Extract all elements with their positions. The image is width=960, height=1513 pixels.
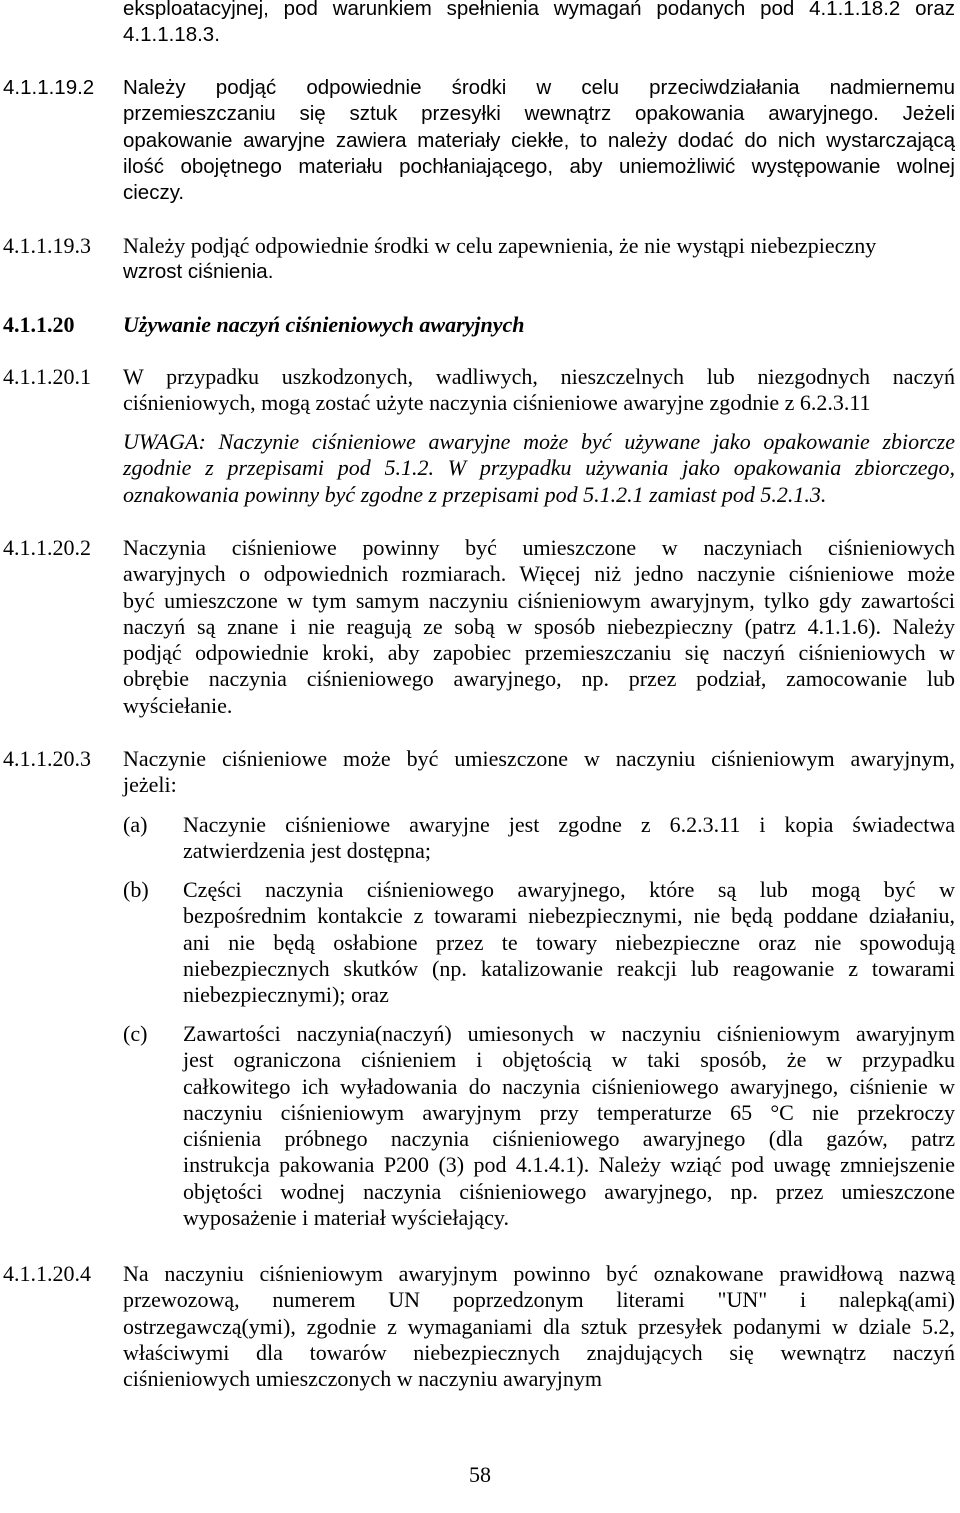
text-line: wyściełanie. bbox=[123, 692, 233, 718]
text-line: eksploatacyjnej, pod warunkiem spełnienia wymagań podanych pod 4.1.1.18.2 oraz bbox=[123, 0, 955, 20]
list-item-label: (a) bbox=[123, 812, 148, 837]
text-line: Zawartości naczynia(naczyń) umiesonych w naczyniu ciśnieniowym awaryjnym bbox=[183, 1021, 955, 1046]
section-number: 4.1.1.20 bbox=[3, 312, 75, 337]
text-line: zatwierdzenia jest dostępna; bbox=[183, 838, 432, 864]
text-line: cieczy. bbox=[123, 181, 185, 205]
text-line: przemieszczaniu się sztuk przesyłki wewnątrz opakowania awaryjnego. Jeżeli bbox=[123, 102, 955, 126]
text-line: niebezpiecznych skutków (np. katalizowanie reakcji lub reagowanie z towarami bbox=[183, 955, 955, 981]
text-line: obrębie naczynia ciśnieniowego awaryjnego, np. przez podział, zamocowanie lub bbox=[123, 666, 955, 692]
text-line: Części naczynia ciśnieniowego awaryjnego, które są lub mogą być w bbox=[183, 877, 955, 902]
text-line: podjąć odpowiednie kroki, aby zapobiec przemieszczaniu się naczyń ciśnieniowych w bbox=[123, 640, 955, 666]
section-title: Używanie naczyń ciśnieniowych awaryjnych bbox=[123, 312, 525, 337]
section-number: 4.1.1.20.3 bbox=[3, 746, 91, 771]
text-line: Naczynia ciśnieniowe powinny być umieszczone w naczyniach ciśnieniowych bbox=[123, 535, 955, 560]
text-line: całkowitego ich wyładowania do naczynia ciśnieniowego awaryjnego, ciśnienie w bbox=[183, 1073, 955, 1099]
text-line: właściwymi dla towarów niebezpiecznych znajdujących się wewnątrz naczyń bbox=[123, 1339, 955, 1365]
text-line: UWAGA: Naczynie ciśnieniowe awaryjne może być używane jako opakowanie zbiorcze bbox=[123, 429, 955, 454]
section-number: 4.1.1.19.2 bbox=[3, 76, 95, 99]
list-item-label: (c) bbox=[123, 1021, 148, 1046]
text-line: ostrzegawczą(ymi), zgodnie z wymaganiami dla sztuk przesyłek podanymi w dziale 5.2, bbox=[123, 1313, 955, 1339]
text-line: Naczynie ciśnieniowe awaryjne jest zgodne z 6.2.3.11 i kopia świadectwa bbox=[183, 812, 955, 837]
text-line: niebezpiecznymi); oraz bbox=[183, 982, 389, 1008]
text-line: 4.1.1.18.3. bbox=[123, 23, 220, 47]
text-line: W przypadku uszkodzonych, wadliwych, nieszczelnych lub niezgodnych naczyń bbox=[123, 364, 955, 389]
text-line: objętości wodnej naczynia ciśnieniowego awaryjnego, np. przez umieszczone bbox=[183, 1178, 955, 1204]
text-line: instrukcja pakowania P200 (3) pod 4.1.4.1). Należy wziąć pod uwagę zmniejszenie bbox=[183, 1152, 955, 1178]
text-line: ciśnieniowych umieszczonych w naczyniu awaryjnym bbox=[123, 1366, 602, 1392]
text-line: naczyniu ciśnieniowym awaryjnym przy temperaturze 65 °C nie przekroczy bbox=[183, 1099, 955, 1125]
text-line: Należy podjąć odpowiednie środki w celu zapewnienia, że nie wystąpi niebezpieczny bbox=[123, 233, 877, 258]
text-line: bezpośrednim kontakcie z towarami niebezpiecznymi, nie będą poddane działaniu, bbox=[183, 903, 955, 929]
text-line: ciśnieniowych, mogą zostać użyte naczynia ciśnieniowe awaryjne zgodnie z 6.2.3.11 bbox=[123, 390, 871, 416]
section-number: 4.1.1.20.1 bbox=[3, 364, 91, 389]
text-line: ani nie będą osłabione przez te towary niebezpieczne oraz nie spowodują bbox=[183, 929, 955, 955]
text-line: oznakowania powinny być zgodne z przepisami pod 5.1.2.1 zamiast pod 5.2.1.3. bbox=[123, 481, 827, 507]
text-line: jeżeli: bbox=[123, 772, 177, 798]
text-line: wyposażenie i materiał wyściełający. bbox=[183, 1205, 509, 1231]
text-line: ciśnienia próbnego naczynia ciśnieniowego awaryjnego (dla gazów, patrz bbox=[183, 1126, 955, 1152]
section-number: 4.1.1.19.3 bbox=[3, 233, 91, 258]
list-item-label: (b) bbox=[123, 877, 149, 902]
text-line: przewozową, numerem UN poprzedzonym literami "UN" i nalepką(ami) bbox=[123, 1287, 955, 1313]
text-line: naczyń są znane i nie reagują ze sobą w sposób niebezpieczny (patrz 4.1.1.6). Należy bbox=[123, 613, 955, 639]
text-line: wzrost ciśnienia. bbox=[123, 260, 274, 284]
text-line: opakowanie awaryjne zawiera materiały ciekłe, to należy dodać do nich wystarczającą bbox=[123, 128, 955, 152]
text-line: Naczynie ciśnieniowe może być umieszczone w naczyniu ciśnieniowym awaryjnym, bbox=[123, 746, 955, 771]
text-line: awaryjnych o odpowiednich rozmiarach. Więcej niż jedno naczynie ciśnieniowe może bbox=[123, 561, 955, 587]
section-number: 4.1.1.20.2 bbox=[3, 535, 91, 560]
text-line: być umieszczone w tym samym naczyniu ciśnieniowym awaryjnym, tylko gdy zawartości bbox=[123, 587, 955, 613]
page-number: 58 bbox=[469, 1462, 491, 1487]
text-line: Na naczyniu ciśnieniowym awaryjnym powinno być oznakowane prawidłową nazwą bbox=[123, 1261, 955, 1286]
text-line: jest ograniczona ciśnieniem i objętością w taki sposób, że w przypadku bbox=[183, 1047, 955, 1073]
section-number: 4.1.1.20.4 bbox=[3, 1261, 91, 1286]
text-line: zgodnie z przepisami pod 5.1.2. W przypadku używania jako opakowania zbiorczego, bbox=[123, 455, 955, 481]
text-line: Należy podjąć odpowiednie środki w celu przeciwdziałania nadmiernemu bbox=[123, 76, 955, 99]
text-line: ilość obojętnego materiału pochłaniającego, aby uniemożliwić występowanie wolnej bbox=[123, 154, 955, 178]
